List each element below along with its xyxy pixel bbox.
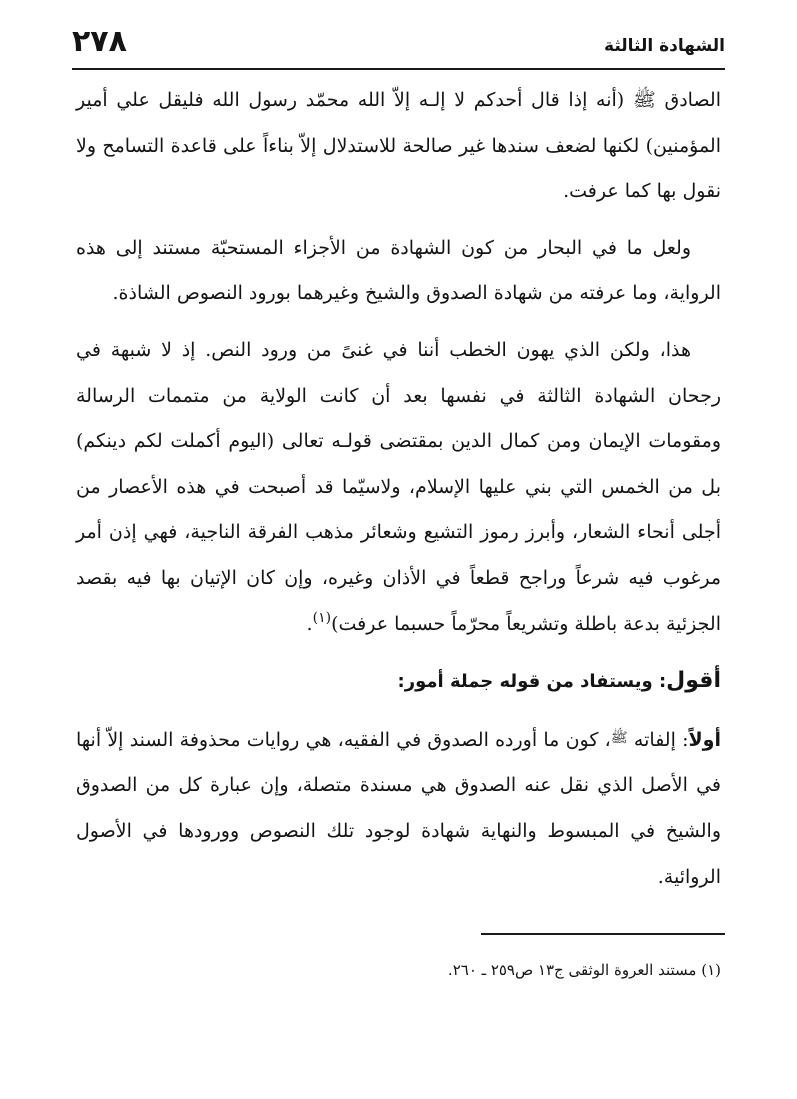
paragraph-3	[76, 328, 721, 647]
header-divider	[72, 68, 725, 70]
footnote: (١) مستند العروة الوثقى ج١٣ ص٢٥٩ ـ ٢٦٠.	[447, 961, 721, 979]
footnote-divider	[481, 933, 725, 935]
paragraph-4	[76, 716, 721, 900]
paragraph-1: الصادق ﷺ (أنه إذا قال أحدكم لا إلـه إلاّ الله محمّد رسول الله فليقل علي أمير المؤمنين) لكنها لضعف سندها غير صالحة للاستدلال إلاّ بناءاً على قاعدة التسامح ولا نقول بها كما عرفت.	[76, 89, 721, 203]
paragraph-4-lead: أولاً	[688, 728, 721, 751]
footnote-marker[interactable]: (١)	[312, 609, 332, 626]
page-number: ٢٧٨	[72, 24, 127, 59]
paragraph-4-part1: : إلفاته	[627, 728, 689, 751]
paragraph-3-end: .	[306, 612, 313, 635]
paragraph-2: ولعل ما في البحار من كون الشهادة من الأجزاء المستحبّة مستند إلى هذه الرواية، وما عرفته من شهادة الصدوق والشيخ وغيرهما بورود النصوص الشاذة.	[76, 236, 721, 305]
qawl-lead: أقول	[666, 668, 721, 694]
qawl-heading	[76, 658, 721, 705]
running-title: الشهادة الثالثة	[604, 36, 725, 56]
main-text	[76, 78, 721, 911]
paragraph-4-part2: ، كون ما أورده الصدوق في الفقيه، هي روايات محذوفة السند إلاّ أنها في الأصل الذي نقل عنه الصدوق هي مسندة متصلة، وإن عبارة كل من الصدوق والشيخ في المبسوط والنهاية شهادة لوجود تلك النصوص وورودها في الأصول الروائية.	[76, 728, 721, 888]
paragraph-3-text: هذا، ولكن الذي يهون الخطب أننا في غنىً من ورود النص. إذ لا شبهة في رجحان الشهادة الثالثة في نفسها بعد أن كانت الولاية من متممات الرسالة ومقومات الإيمان ومن كمال الدين بمقتضى قولـه تعالى (اليوم أكملت لكم دينكم) بل من الخمس التي بني عليها الإسلام، ولاسيّما قد أصبحت في هذه الأعصار من أجلى أنحاء الشعار، وأبرز رموز التشيع وشعائر مذهب الفرقة الناجية، فهي إذن أمر مرغوب فيه شرعاً وراجح قطعاً في الأذان وغيره، وإن كان الإتيان بها فيه بقصد الجزئية بدعة باطلة وتشريعاً محرّماً حسبما عرفت)	[76, 338, 721, 635]
qawl-rest: : ويستفاد من قوله جملة أمور:	[397, 671, 667, 693]
page-header	[72, 24, 725, 66]
honorific-glyph: ﷺ	[610, 729, 628, 746]
